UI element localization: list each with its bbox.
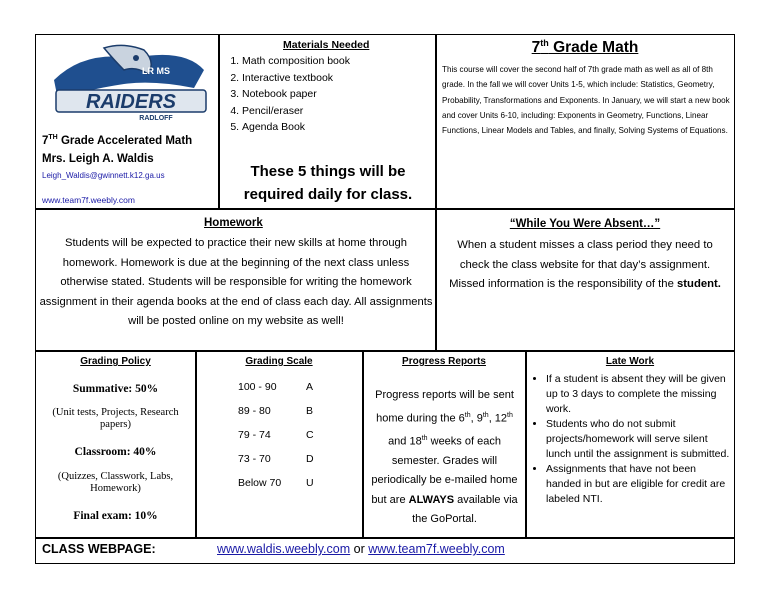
waldis-website-link[interactable]: www.waldis.weebly.com bbox=[217, 542, 351, 556]
late-work-title: Late Work bbox=[605, 356, 655, 367]
teacher-name: Mrs. Leigh A. Waldis bbox=[42, 153, 154, 165]
divider-row3 bbox=[35, 537, 735, 539]
materials-list bbox=[224, 53, 434, 136]
material-item: 2. Interactive textbook bbox=[242, 70, 434, 87]
final-exam-weight: Final exam: 10% bbox=[73, 510, 158, 522]
divider-col-b bbox=[435, 34, 437, 351]
scale-row: 100 - 90 A bbox=[238, 381, 314, 393]
class-webpage-links bbox=[217, 542, 505, 556]
link-separator: or bbox=[350, 542, 369, 556]
materials-note: These 5 things will be required daily for class. bbox=[243, 163, 413, 203]
divider-row1 bbox=[35, 208, 735, 210]
logo-banner: LR MS bbox=[142, 66, 170, 76]
late-work-item: • If a student is absent they will be given up to 3 days to complete the missing work. bbox=[546, 372, 732, 417]
material-item: 1. Math composition book bbox=[242, 53, 434, 70]
absent-title: “While You Were Absent…” bbox=[509, 218, 661, 230]
raiders-logo bbox=[44, 40, 212, 122]
scale-row: Below 70 U bbox=[238, 477, 314, 489]
grade-math-description: This course will cover the second half of 7th grade math as well as all of 8th grade. In the fall we will cover Units 1-5, which include: Statistics, Geometry, Probability, Transformations and Exponents. In January, we will start a new book and cover Units 6-10, including: Exponents in Geometry, Functions, Linear Functions, Linear Models and Tables, and finally, Solving Systems of Equations. bbox=[442, 65, 730, 136]
divider-col-a bbox=[218, 34, 220, 209]
divider-col-e bbox=[525, 350, 527, 538]
summative-weight: Summative: 50% bbox=[72, 383, 159, 395]
team7f-website-link[interactable]: www.team7f.weebly.com bbox=[368, 542, 505, 556]
late-work-item: • Assignments that have not been handed in but are eligible for credit are labeled NTI. bbox=[546, 462, 732, 507]
scale-row: 79 - 74 C bbox=[238, 429, 314, 441]
late-work-list bbox=[532, 372, 732, 507]
summative-note: (Unit tests, Projects, Research papers) bbox=[52, 407, 179, 430]
logo-sub: RADLOFF bbox=[139, 115, 173, 122]
class-webpage-label: CLASS WEBPAGE: bbox=[42, 542, 156, 556]
divider-row2 bbox=[35, 350, 735, 352]
material-item: 3. Notebook paper bbox=[242, 86, 434, 103]
homework-title: Homework bbox=[204, 217, 263, 229]
homework-text: Students will be expected to practice their new skills at home through homework. Homework is due at the beginning of the next class unless otherwise stated. Students will be responsible for writing the homework assignment in their agenda books at the end of class each day. All assignments will be posted online on my website as well! bbox=[39, 237, 433, 328]
material-item: 5. Agenda Book bbox=[242, 119, 434, 136]
logo-text: RAIDERS bbox=[85, 91, 177, 113]
progress-title: Progress Reports bbox=[402, 356, 486, 367]
divider-col-d bbox=[362, 350, 364, 538]
scale-row: 73 - 70 D bbox=[238, 453, 314, 465]
classroom-weight: Classroom: 40% bbox=[74, 446, 157, 458]
absent-text: When a student misses a class period they need to check the class website for that day’s assignment. Missed information is the responsibility of the student. bbox=[449, 239, 721, 291]
grading-policy-title: Grading Policy bbox=[80, 356, 151, 367]
scale-row: 89 - 80 B bbox=[238, 405, 314, 417]
team-website-link[interactable]: www.team7f.weebly.com bbox=[42, 195, 135, 205]
divider-col-c bbox=[195, 350, 197, 538]
late-work-item: • Students who do not submit projects/homework will serve silent lunch until the assignment is submitted. bbox=[546, 417, 732, 462]
grade-math-title: 7th Grade Math bbox=[531, 38, 639, 57]
classroom-note: (Quizzes, Classwork, Labs, Homework) bbox=[57, 471, 174, 494]
grading-scale-title: Grading Scale bbox=[245, 356, 313, 367]
progress-text: Progress reports will be sent home during the 6th, 9th, 12th and 18th weeks of each semester. Grades will periodically be e-mailed home but are ALWAYS available via the GoPortal. bbox=[371, 389, 518, 526]
course-title: 7TH Grade Accelerated Math bbox=[42, 134, 193, 147]
material-item: 4. Pencil/eraser bbox=[242, 103, 434, 120]
materials-title: Materials Needed bbox=[283, 39, 370, 51]
grading-scale-table bbox=[238, 375, 358, 495]
teacher-email-link[interactable]: Leigh_Waldis@gwinnett.k12.ga.us bbox=[42, 171, 165, 180]
